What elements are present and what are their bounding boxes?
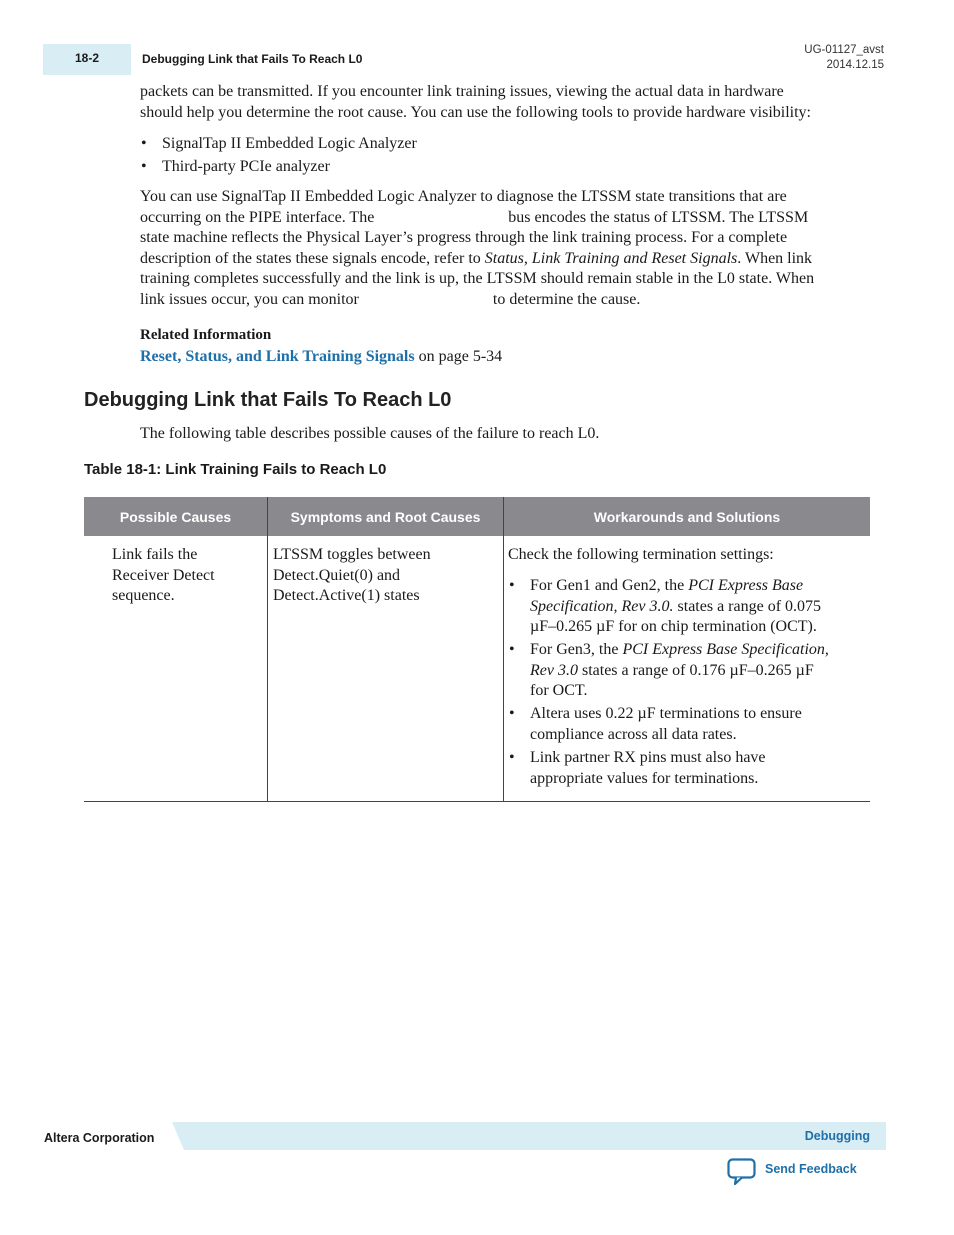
text: appropriate values for terminations. <box>530 769 759 787</box>
document-id <box>804 43 884 73</box>
doc-id-text: UG-01127_avst <box>804 44 884 56</box>
text: states a range of 0.075 <box>673 597 822 615</box>
cell-symptom <box>273 545 498 607</box>
related-information-line <box>140 348 502 366</box>
doc-date: 2014.12.15 <box>826 59 884 71</box>
line: LTSSM toggles between <box>273 546 431 563</box>
cross-reference: Status, Link Training and Reset Signals <box>484 249 738 267</box>
intro-paragraph-1 <box>140 82 865 123</box>
line: Link fails the <box>112 546 198 563</box>
spec-title: PCI Express Base <box>688 577 804 594</box>
text: states a range of 0.176 µF–0.265 µF <box>577 661 814 679</box>
spec-title: Specification, Rev 3.0. <box>530 597 674 615</box>
line: Detect.Quiet(0) and <box>273 566 401 584</box>
text: µF–0.265 µF for on chip termination (OCT). <box>530 618 817 636</box>
line: should help you determine the root cause. You can use the following tools to provide hardware visibility: <box>140 103 811 121</box>
table-header-causes: Possible Causes <box>84 497 267 536</box>
text: For Gen1 and Gen2, the <box>530 577 689 594</box>
table-header-symptoms: Symptoms and Root Causes <box>268 497 503 536</box>
line: training completes successfully and the link is up, the LTSSM should remain stable in the L0 state. When <box>140 270 815 288</box>
line: occurring on the PIPE interface. The <box>140 208 375 226</box>
list-item <box>508 640 853 702</box>
line: sequence. <box>112 587 175 605</box>
line: . When link <box>737 249 813 267</box>
line: link issues occur, you can monitor <box>140 290 359 308</box>
line: description of the states these signals encode, refer to <box>140 249 485 267</box>
table-header-solutions: Workarounds and Solutions <box>504 497 870 536</box>
cell-cause <box>112 545 262 607</box>
solution-list <box>508 576 853 792</box>
line: to determine the cause. <box>492 290 641 308</box>
intro-paragraph-2 <box>140 187 865 311</box>
running-header-title: Debugging Link that Fails To Reach L0 <box>142 52 363 66</box>
text: Link partner RX pins must also have <box>530 748 766 766</box>
line: packets can be transmitted. If you encounter link training issues, viewing the actual data in hardware <box>140 83 784 100</box>
list-item <box>508 704 853 745</box>
spec-title: PCI Express Base Specification, <box>622 641 829 659</box>
page-reference: on page 5-34 <box>414 348 503 365</box>
page-number: 18-2 <box>75 51 100 65</box>
line: state machine reflects the Physical Layer’s progress through the link training process. For a complete <box>140 229 788 247</box>
send-feedback-link[interactable]: Send Feedback <box>765 1162 857 1176</box>
text: Altera uses 0.22 µF terminations to ensure <box>530 705 802 723</box>
text: for OCT. <box>530 682 588 700</box>
table-caption: Table 18-1: Link Training Fails to Reach L0 <box>84 461 387 478</box>
line: You can use SignalTap II Embedded Logic Analyzer to diagnose the LTSSM state transitions that are <box>140 188 787 205</box>
list-item: • Third-party PCIe analyzer <box>140 155 417 178</box>
line: bus encodes the status of LTSSM. The LTSSM <box>508 208 809 226</box>
line: Receiver Detect <box>112 566 215 584</box>
table-bottom-rule <box>84 801 870 802</box>
text: compliance across all data rates. <box>530 725 737 743</box>
footer-band <box>172 1122 886 1150</box>
section-intro: The following table describes possible causes of the failure to reach L0. <box>140 425 600 442</box>
spec-title: Rev 3.0 <box>530 661 578 679</box>
feedback-bubble-icon[interactable] <box>727 1158 757 1186</box>
list-item <box>508 748 853 789</box>
list-item <box>508 576 853 638</box>
table-divider <box>503 497 504 802</box>
cell-solution-intro: Check the following termination settings: <box>508 546 774 563</box>
list-item: • SignalTap II Embedded Logic Analyzer <box>140 132 417 155</box>
section-heading: Debugging Link that Fails To Reach L0 <box>84 389 452 411</box>
related-link[interactable]: Reset, Status, and Link Training Signals <box>140 348 415 365</box>
tools-list <box>140 132 417 178</box>
text: For Gen3, the <box>530 641 623 659</box>
footer-chapter: Debugging <box>804 1129 870 1143</box>
footer-company: Altera Corporation <box>44 1131 155 1145</box>
related-information-title: Related Information <box>140 327 272 343</box>
line: Detect.Active(1) states <box>273 587 420 605</box>
table-divider <box>267 497 268 802</box>
